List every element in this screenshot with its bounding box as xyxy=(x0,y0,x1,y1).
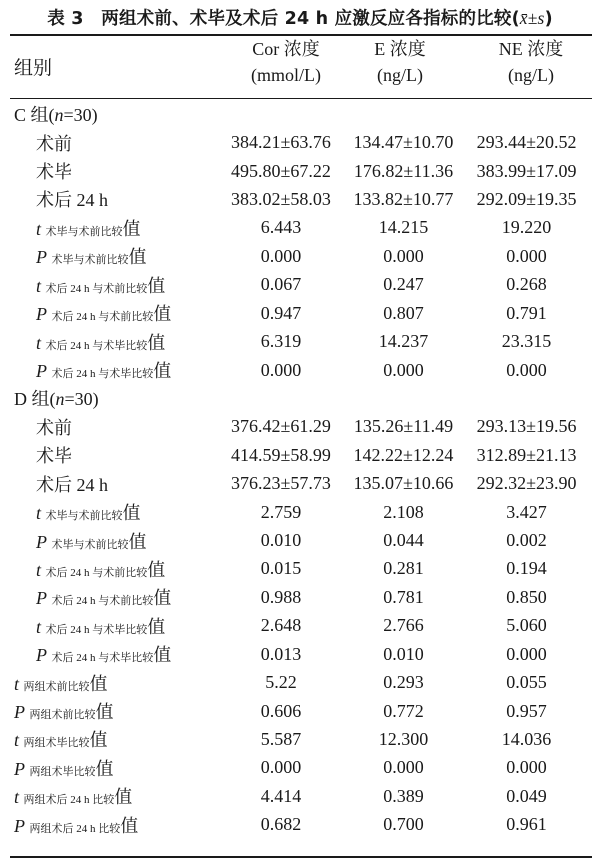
caption-stat: x̄±s xyxy=(519,8,545,28)
table-cell: 2.759 xyxy=(260,501,302,522)
table-row xyxy=(10,612,592,640)
table-cell: 2.766 xyxy=(383,615,424,636)
table-cell: 0.044 xyxy=(383,530,424,551)
group-row xyxy=(10,100,592,128)
table-cell: 0.606 xyxy=(260,700,302,721)
stat-symbol: P xyxy=(36,247,47,268)
table-cell: 292.32±23.90 xyxy=(476,473,577,494)
group-label-post: =30) xyxy=(63,105,98,126)
table-row xyxy=(10,697,592,725)
stat-subscript: 术后 24 h 与术毕比较 xyxy=(51,652,154,665)
table-cell: 0.010 xyxy=(383,643,424,664)
table-row xyxy=(10,242,592,270)
row-label: 术后 24 h xyxy=(36,190,108,211)
table-cell: 293.44±20.52 xyxy=(476,132,577,153)
table-cell: 133.82±10.77 xyxy=(353,188,454,209)
stat-subscript: 术后 24 h 与术毕比较 xyxy=(51,368,154,380)
table-cell: 0.389 xyxy=(383,785,424,806)
table-cell: 0.013 xyxy=(260,643,302,664)
table-cell: 0.791 xyxy=(506,302,547,323)
stat-symbol: t xyxy=(36,332,42,353)
table-row xyxy=(10,526,592,554)
stat-subscript: 术后 24 h 与术前比较 xyxy=(45,566,148,579)
caption-close: ) xyxy=(544,9,553,29)
stat-subscript: 两组术前比较 xyxy=(29,709,96,722)
stat-tail: 值 xyxy=(147,559,166,580)
table-row xyxy=(10,583,592,611)
stat-tail: 值 xyxy=(153,645,172,666)
row-label xyxy=(10,583,216,611)
table-cell: 0.000 xyxy=(260,245,302,266)
table-cell: 0.988 xyxy=(260,586,302,607)
stat-tail: 值 xyxy=(95,758,114,779)
table-cell: 0.682 xyxy=(260,814,302,835)
row-label xyxy=(10,782,216,810)
table-cell: 0.772 xyxy=(383,700,424,721)
header-col-unit: (mmol/L) xyxy=(251,65,321,85)
stat-tail: 值 xyxy=(147,275,166,296)
table-cell: 19.220 xyxy=(501,217,552,238)
table-cell: 2.108 xyxy=(383,501,424,522)
table-cell: 14.036 xyxy=(501,728,552,749)
table-row xyxy=(10,782,592,810)
row-label: 术毕 xyxy=(36,162,72,183)
table-row xyxy=(10,214,592,242)
header-col-name: E 浓度 xyxy=(374,39,426,59)
stat-symbol: t xyxy=(14,730,20,751)
table-row xyxy=(10,299,592,327)
table-cell: 14.237 xyxy=(378,331,429,352)
table-cell: 384.21±63.76 xyxy=(231,132,331,153)
table-cell: 383.99±17.09 xyxy=(476,160,577,181)
header-col-ne xyxy=(466,36,596,88)
table-cell: 0.000 xyxy=(383,359,424,380)
header-col-cor xyxy=(226,36,346,88)
row-label: 术前 xyxy=(36,417,72,438)
table-row xyxy=(10,498,592,526)
group-row xyxy=(10,384,592,412)
table-row xyxy=(10,469,592,497)
stat-tail: 值 xyxy=(95,702,114,723)
stat-subscript: 术毕与术前比较 xyxy=(45,225,123,238)
stat-symbol: t xyxy=(36,503,42,524)
caption-text: 表 3 两组术前、术毕及术后 24 h 应激反应各指标的比较( xyxy=(47,9,520,29)
stat-subscript: 两组术毕比较 xyxy=(29,765,96,778)
stat-symbol: P xyxy=(36,361,47,381)
header-col-name: Cor 浓度 xyxy=(252,39,320,59)
stat-tail: 值 xyxy=(128,247,147,268)
row-label xyxy=(10,242,216,270)
group-label-pre: C 组( xyxy=(14,105,55,126)
table-cell: 0.781 xyxy=(383,586,424,607)
stat-tail: 值 xyxy=(128,531,147,552)
stat-tail: 值 xyxy=(89,730,108,751)
group-label-n: n xyxy=(54,105,64,126)
table-row xyxy=(10,640,592,668)
table-row xyxy=(10,327,592,355)
table-caption xyxy=(0,0,600,36)
table-cell: 0.957 xyxy=(506,700,547,721)
table-cell: 5.587 xyxy=(260,728,302,749)
table-cell: 12.300 xyxy=(378,728,429,749)
table-row xyxy=(10,668,592,696)
table-cell: 2.648 xyxy=(260,615,302,636)
stat-tail: 值 xyxy=(153,304,172,325)
table-cell: 0.067 xyxy=(260,274,302,295)
table-cell: 142.22±12.24 xyxy=(353,444,454,465)
table-cell: 0.961 xyxy=(506,814,547,835)
table-row xyxy=(10,128,592,156)
table-cell: 134.47±10.70 xyxy=(353,132,454,153)
header-rule xyxy=(10,98,592,99)
stat-tail: 值 xyxy=(122,503,141,524)
row-label xyxy=(10,498,216,526)
row-label xyxy=(10,299,216,327)
table-cell: 0.049 xyxy=(506,785,547,806)
row-label xyxy=(10,811,216,839)
table-cell: 0.002 xyxy=(506,530,547,551)
table-cell: 5.060 xyxy=(506,615,547,636)
row-label xyxy=(10,612,216,640)
table-row xyxy=(10,441,592,469)
stat-tail: 值 xyxy=(114,787,133,808)
stat-symbol: t xyxy=(36,275,42,296)
stat-symbol: t xyxy=(36,616,42,637)
row-label xyxy=(10,725,216,753)
table-cell: 3.427 xyxy=(506,501,547,522)
header-col-e xyxy=(345,36,455,88)
group-label-pre: D 组( xyxy=(14,389,56,410)
table-cell: 6.443 xyxy=(260,217,302,238)
stat-subscript: 术后 24 h 与术毕比较 xyxy=(45,623,148,636)
stat-symbol: t xyxy=(36,559,42,580)
stat-symbol: P xyxy=(36,645,47,666)
stat-tail: 值 xyxy=(153,588,172,609)
table-cell: 0.281 xyxy=(383,558,424,579)
table-cell: 292.09±19.35 xyxy=(476,188,577,209)
row-label: 术后 24 h xyxy=(36,474,108,495)
header-group: 组别 xyxy=(14,58,53,79)
table-cell: 0.000 xyxy=(506,643,547,664)
table-cell: 4.414 xyxy=(260,785,302,806)
table-cell: 495.80±67.22 xyxy=(231,160,331,181)
table-cell: 0.010 xyxy=(260,530,302,551)
header-col-name: NE 浓度 xyxy=(498,39,564,59)
stat-symbol: t xyxy=(14,787,20,808)
header-col-unit: (ng/L) xyxy=(508,65,554,85)
table-cell: 0.000 xyxy=(506,245,547,266)
table-cell: 414.59±58.99 xyxy=(231,444,331,465)
stat-symbol: P xyxy=(14,758,25,779)
table-row xyxy=(10,811,592,839)
table-cell: 176.82±11.36 xyxy=(353,160,454,181)
table-cell: 0.000 xyxy=(260,359,302,380)
stat-subscript: 两组术后 24 h 比较 xyxy=(23,794,115,807)
row-label xyxy=(10,327,216,355)
table-cell: 0.000 xyxy=(260,757,302,778)
row-label: 术毕 xyxy=(36,446,72,467)
row-label xyxy=(10,640,216,668)
table-cell: 0.015 xyxy=(260,558,302,579)
table-cell: 0.850 xyxy=(506,586,547,607)
stat-subscript: 术后 24 h 与术毕比较 xyxy=(45,339,148,352)
row-label xyxy=(10,697,216,725)
stat-symbol: P xyxy=(14,702,25,723)
table-row xyxy=(10,157,592,185)
stat-symbol: P xyxy=(14,815,25,836)
stat-subscript: 两组术毕比较 xyxy=(23,737,90,750)
stat-symbol: t xyxy=(14,673,20,694)
row-label xyxy=(10,214,216,242)
row-label xyxy=(10,668,216,696)
table-cell: 5.22 xyxy=(265,672,297,693)
table-cell: 23.315 xyxy=(501,331,552,352)
table-row xyxy=(10,356,592,384)
stat-tail: 值 xyxy=(147,332,166,353)
group-label-post: =30) xyxy=(64,389,99,410)
row-label xyxy=(10,526,216,554)
stat-subscript: 两组术前比较 xyxy=(23,680,90,693)
stat-tail: 值 xyxy=(153,361,172,381)
table-cell: 383.02±58.03 xyxy=(231,188,331,209)
stat-subscript: 术毕与术前比较 xyxy=(51,254,129,267)
table-row xyxy=(10,185,592,213)
table-cell: 0.194 xyxy=(506,558,547,579)
table-row xyxy=(10,271,592,299)
row-label xyxy=(10,555,216,583)
row-label xyxy=(10,100,592,128)
stat-symbol: t xyxy=(36,218,42,239)
table-cell: 0.247 xyxy=(383,274,424,295)
table-cell: 135.07±10.66 xyxy=(353,473,454,494)
group-label-n: n xyxy=(55,389,65,410)
table-cell: 376.42±61.29 xyxy=(231,416,331,437)
table-row xyxy=(10,754,592,782)
stat-tail: 值 xyxy=(122,218,141,239)
stat-symbol: P xyxy=(36,588,47,609)
table-cell: 293.13±19.56 xyxy=(476,416,577,437)
stat-tail: 值 xyxy=(147,616,166,637)
table-cell: 0.700 xyxy=(383,814,424,835)
stat-subscript: 术后 24 h 与术前比较 xyxy=(45,282,148,295)
row-label xyxy=(10,384,592,412)
table-row xyxy=(10,413,592,441)
table-cell: 0.293 xyxy=(383,672,424,693)
table-cell: 135.26±11.49 xyxy=(353,416,454,437)
row-label xyxy=(10,271,216,299)
row-label xyxy=(10,356,216,384)
stat-symbol: P xyxy=(36,531,47,552)
table-cell: 312.89±21.13 xyxy=(476,444,577,465)
table-cell: 14.215 xyxy=(378,217,429,238)
table-cell: 0.000 xyxy=(383,757,424,778)
table-row xyxy=(10,725,592,753)
stat-subscript: 术后 24 h 与术前比较 xyxy=(51,311,154,324)
table-cell: 0.807 xyxy=(383,302,424,323)
row-label xyxy=(10,754,216,782)
stat-subscript: 术毕与术前比较 xyxy=(51,538,129,551)
table-cell: 0.000 xyxy=(506,757,547,778)
header-col-unit: (ng/L) xyxy=(377,65,423,85)
table-cell: 376.23±57.73 xyxy=(231,473,331,494)
stat-tail: 值 xyxy=(120,815,139,836)
table-cell: 0.000 xyxy=(383,245,424,266)
table-cell: 6.319 xyxy=(260,331,302,352)
table-cell: 0.055 xyxy=(506,672,547,693)
bottom-rule xyxy=(10,856,592,858)
table-cell: 0.947 xyxy=(260,302,302,323)
stat-subscript: 术后 24 h 与术前比较 xyxy=(51,595,154,608)
table-cell: 0.000 xyxy=(506,359,547,380)
data-table xyxy=(10,100,592,839)
row-label: 术前 xyxy=(36,133,72,154)
table-cell: 0.268 xyxy=(506,274,547,295)
table-row xyxy=(10,555,592,583)
stat-subscript: 两组术后 24 h 比较 xyxy=(29,822,121,835)
stat-symbol: P xyxy=(36,304,47,325)
stat-tail: 值 xyxy=(89,673,108,694)
stat-subscript: 术毕与术前比较 xyxy=(45,510,123,523)
